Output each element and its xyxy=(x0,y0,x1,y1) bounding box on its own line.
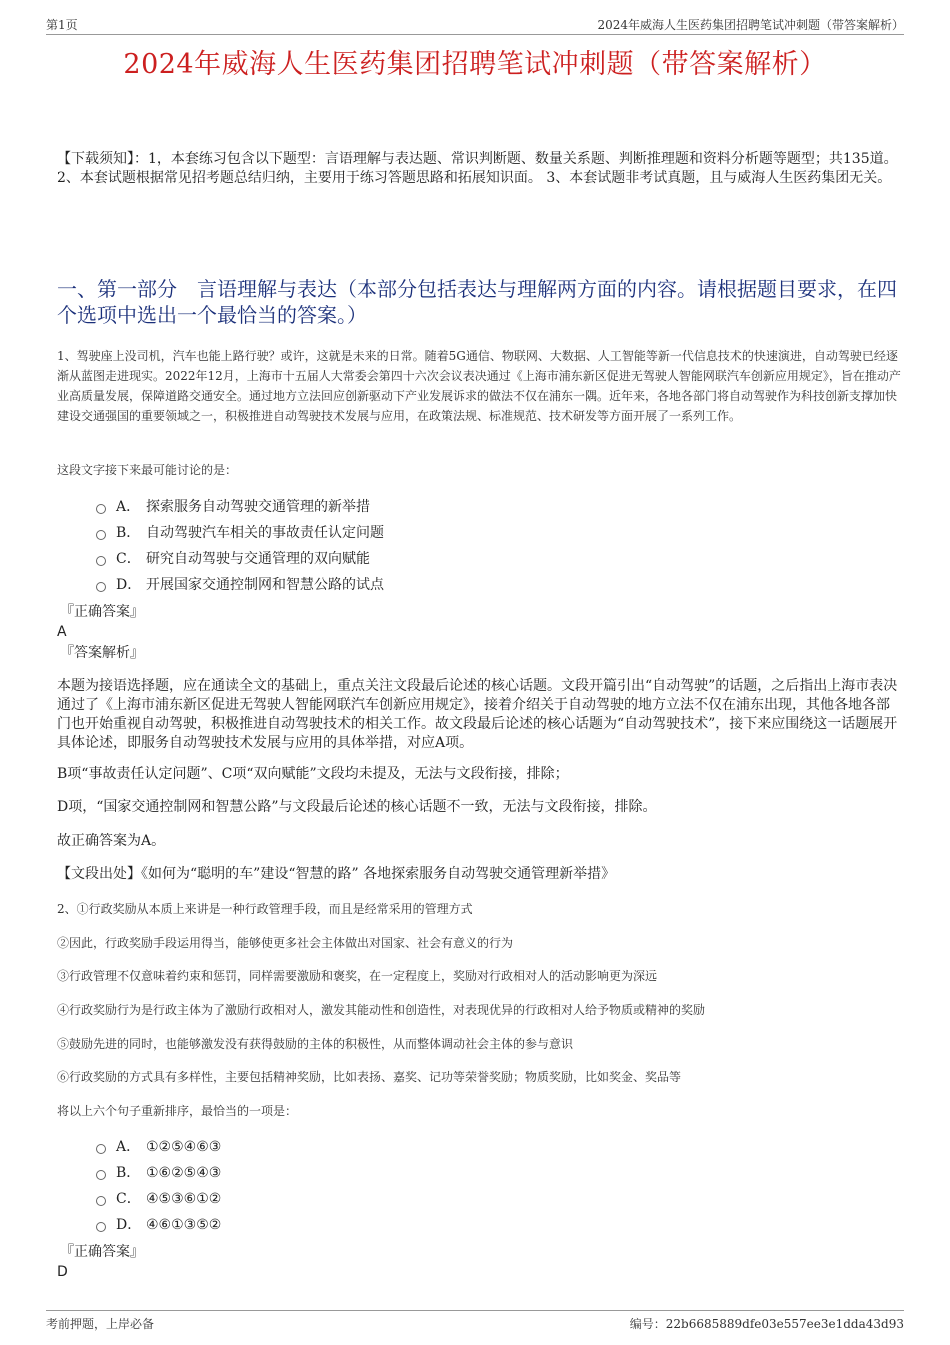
radio-icon[interactable] xyxy=(96,1144,106,1154)
page-title: 2024年威海人生医药集团招聘笔试冲刺题（带答案解析） xyxy=(123,49,827,80)
page-header xyxy=(46,16,904,35)
page-number: 第1页 xyxy=(46,18,78,32)
q1-analysis-paragraph: D项，“国家交通控制网和智慧公路”与文段最后论述的核心话题不一致，无法与文段衔接，排除。 xyxy=(57,799,657,815)
q2-answer: D xyxy=(57,1264,68,1280)
q1-analysis-label: 『答案解析』 xyxy=(60,645,144,661)
q1-analysis-conclusion: 故正确答案为A。 xyxy=(57,833,166,849)
q1-option-b[interactable]: B． 自动驾驶汽车相关的事故责任认定问题 xyxy=(96,523,384,543)
q2-answer-label: 『正确答案』 xyxy=(60,1244,144,1260)
radio-icon[interactable] xyxy=(96,582,106,592)
radio-icon[interactable] xyxy=(96,1196,106,1206)
radio-icon[interactable] xyxy=(96,530,106,540)
q2-prompt: 将以上六个句子重新排序，最恰当的一项是： xyxy=(57,1104,298,1118)
footer-slogan: 考前押题，上岸必备 xyxy=(46,1317,155,1331)
q2-option-c[interactable]: C． ④⑤③⑥①② xyxy=(96,1189,221,1209)
q2-sentence: ⑤鼓励先进的同时，也能够激发没有获得鼓励的主体的积极性，从而整体调动社会主体的参与意识 xyxy=(57,1037,574,1051)
question-1-text: 1、驾驶座上没司机，汽车也能上路行驶？或许，这就是未来的日常。随着5G通信、物联网、大数据、人工智能等新一代信息技术的快速演进，自动驾驶已经逐渐从蓝图走进现实。2022年12月，上海市十五届人大常委会第四十六次会议表决通过《上海市浦东新区促进无驾驶人智能网联汽车创新应用规定》，旨在推动产业高质量发展，保障道路交通安全。通过地方立法回应创新驱动下产业发展诉求的做法不仅在浦东一隅。近年来，各地各部门将自动驾驶作为科技创新支撑加快建设交通强国的重要领域之一，积极推进自动驾驶技术发展与应用，在政策法规、标准规范、技术研发等方面开展了一系列工作。 xyxy=(57,349,901,423)
q2-sentence: ⑥行政奖励的方式具有多样性，主要包括精神奖励，比如表扬、嘉奖、记功等荣誉奖励；物质奖励，比如奖金、奖品等 xyxy=(57,1070,682,1084)
q1-answer-label: 『正确答案』 xyxy=(60,604,144,620)
q2-sentence: ②因此，行政奖励手段运用得当，能够使更多社会主体做出对国家、社会有意义的行为 xyxy=(57,936,514,950)
header-doc-title: 2024年威海人生医药集团招聘笔试冲刺题（带答案解析） xyxy=(597,18,904,32)
footer-doc-id: 编号：22b6685889dfe03e557ee3e1dda43d93 xyxy=(629,1317,904,1331)
q2-option-b[interactable]: B． ①⑥②⑤④③ xyxy=(96,1163,221,1183)
q1-source: 【文段出处】《如何为“聪明的车”建设“智慧的路” 各地探索服务自动驾驶交通管理新举措》 xyxy=(57,866,616,882)
q1-option-d[interactable]: D． 开展国家交通控制网和智慧公路的试点 xyxy=(96,575,384,595)
q1-option-a[interactable]: A． 探索服务自动驾驶交通管理的新举措 xyxy=(96,497,370,517)
page-footer xyxy=(46,1310,904,1335)
radio-icon[interactable] xyxy=(96,1222,106,1232)
q1-option-c[interactable]: C． 研究自动驾驶与交通管理的双向赋能 xyxy=(96,549,370,569)
q2-option-a[interactable]: A． ①②⑤④⑥③ xyxy=(96,1137,221,1157)
download-notice: 【下载须知】：1，本套练习包含以下题型：言语理解与表达题、常识判断题、数量关系题、判断推理题和资料分析题等题型；共135道。 2、本套试题根据常见招考题总结归纳，主要用于练习答题思路和拓展知识面。 3、本套试题非考试真题，且与威海人生医药集团无关。 xyxy=(57,151,898,186)
q1-analysis-paragraph: 本题为接语选择题，应在通读全文的基础上，重点关注文段最后论述的核心话题。文段开篇引出“自动驾驶”的话题，之后指出上海市表决通过了《上海市浦东新区促进无驾驶人智能网联汽车创新应用规定》，接着介绍关于自动驾驶的地方立法不仅在浦东出现，其他各地各部门也开始重视自动驾驶，积极推进自动驾驶技术的相关工作。故文段最后论述的核心话题为“自动驾驶技术”，接下来应围绕这一话题展开具体论述，即服务自动驾驶技术发展与应用的具体举措，对应A项。 xyxy=(57,678,898,751)
radio-icon[interactable] xyxy=(96,504,106,514)
question-1-prompt: 这段文字接下来最可能讨论的是： xyxy=(57,463,238,477)
q2-option-d[interactable]: D． ④⑥①③⑤② xyxy=(96,1215,221,1235)
q1-answer: A xyxy=(57,624,67,640)
q2-sentence: 2、①行政奖励从本质上来讲是一种行政管理手段，而且是经常采用的管理方式 xyxy=(57,902,473,916)
radio-icon[interactable] xyxy=(96,1170,106,1180)
section-heading: 一、第一部分 言语理解与表达（本部分包括表达与理解两方面的内容。请根据题目要求，在四个选项中选出一个最恰当的答案。） xyxy=(57,277,897,327)
q2-sentence: ③行政管理不仅意味着约束和惩罚，同样需要激励和褒奖，在一定程度上，奖励对行政相对人的活动影响更为深远 xyxy=(57,969,658,983)
q1-analysis-paragraph: B项“事故责任认定问题”、C项“双向赋能”文段均未提及，无法与文段衔接，排除； xyxy=(57,766,569,782)
radio-icon[interactable] xyxy=(96,556,106,566)
q2-sentence: ④行政奖励行为是行政主体为了激励行政相对人，激发其能动性和创造性，对表现优异的行政相对人给予物质或精神的奖励 xyxy=(57,1003,706,1017)
